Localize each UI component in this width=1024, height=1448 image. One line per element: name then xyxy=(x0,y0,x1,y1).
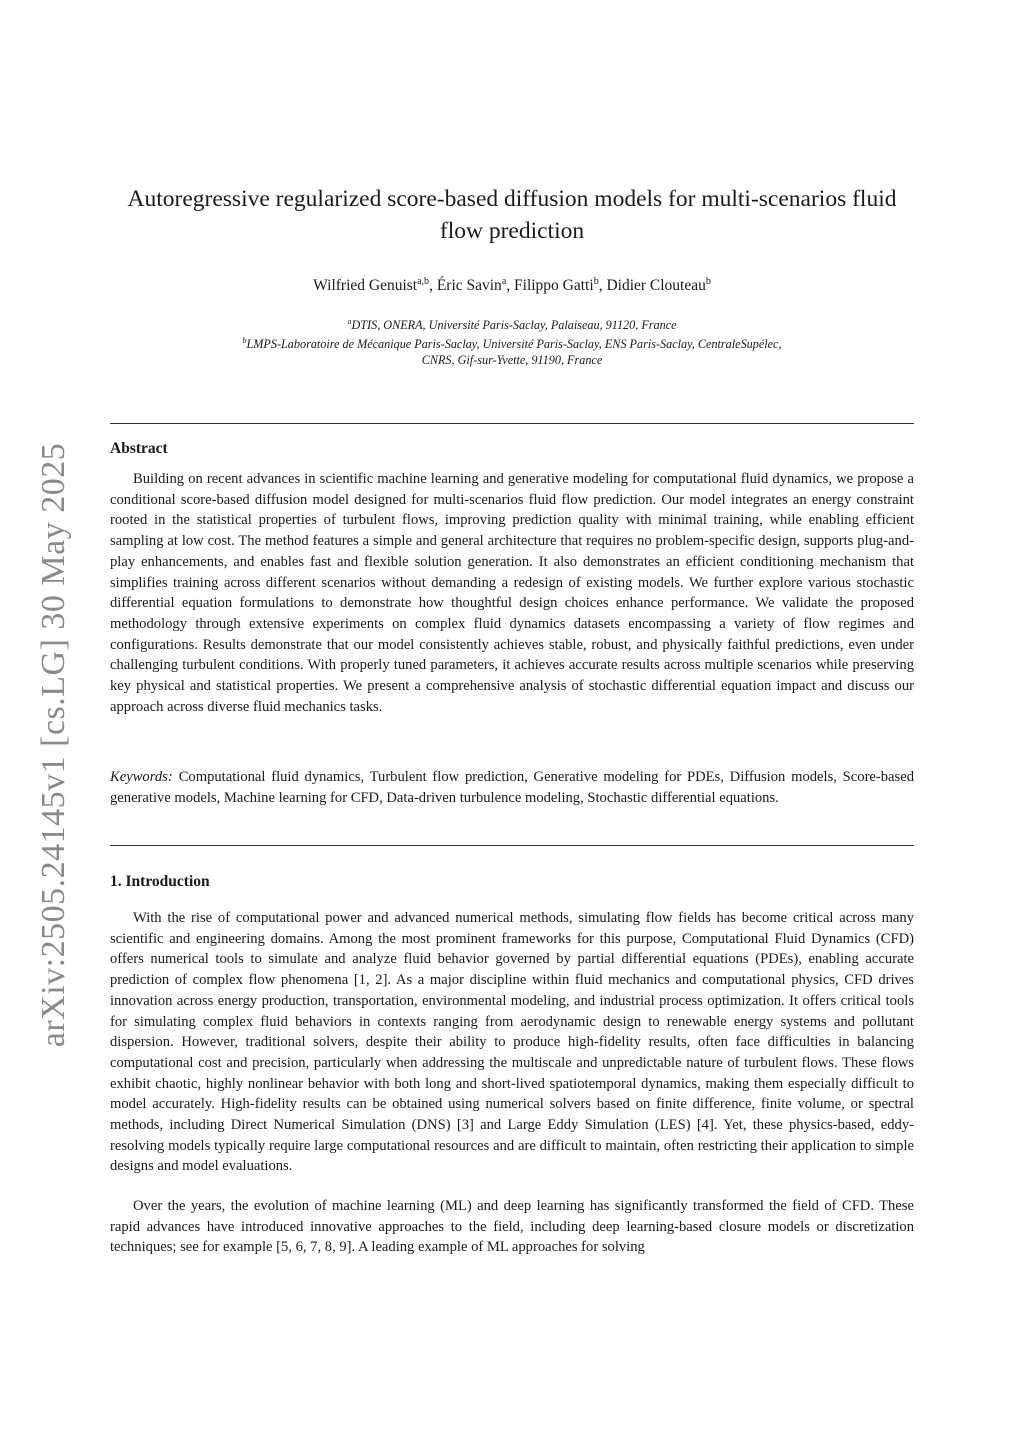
divider-bottom xyxy=(110,845,914,846)
affiliation-b-continued: CNRS, Gif-sur-Yvette, 91190, France xyxy=(421,353,603,368)
abstract-text: Building on recent advances in scientific machine learning and generative modeling for computational fluid dynamics, we propose a conditional score-based diffusion model designed for multi-scenarios fluid flow prediction. Our model integrates an energy constraint rooted in the statistical properties of turbulent flows, improving prediction quality with minimal training, while enabling efficient sampling at low cost. The method features a simple and general architecture that requires no problem-specific design, supports plug-and-play enhancements, and enables fast and flexible solution generation. It also demonstrates an efficient conditioning mechanism that simplifies training across different scenarios without demanding a redesign of existing models. We further explore various stochastic differential equation formulations to demonstrate how thoughtful design choices enhance performance. We validate the proposed methodology through extensive experiments on complex fluid dynamics datasets encompassing a variety of flow regimes and configurations. Results demonstrate that our model consistently achieves stable, robust, and physically faithful predictions, even under challenging turbulent conditions. With properly tuned parameters, it achieves accurate results across multiple scenarios while preserving key physical and statistical properties. We present a comprehensive analysis of stochastic differential equation impact and discuss our approach across diverse fluid mechanics tasks. xyxy=(110,471,914,715)
keywords-label: Keywords: xyxy=(110,769,173,785)
paper-title: Autoregressive regularized score-based diffusion models for multi-scenarios fluid flow prediction xyxy=(127,186,897,244)
section-heading-introduction: 1. Introduction xyxy=(110,873,210,890)
keywords xyxy=(110,767,914,808)
affiliation-b: $^b$LMPS-Laboratoire de Mécanique Paris-Saclay, Université Paris-Saclay, ENS Paris-Saclay, CentraleSupélec, xyxy=(242,336,782,352)
author: Wilfried Genuist$^{a,b}$, xyxy=(313,276,437,295)
arxiv-identifier-stamp: arXiv:2505.24145v1 [cs.LG] 30 May 2025 xyxy=(35,442,72,1048)
author: Didier Clouteau$^b$ xyxy=(606,276,711,295)
affiliation-a: $^a$DTIS, ONERA, Université Paris-Saclay, Palaiseau, 91120, France xyxy=(347,317,677,333)
divider-top xyxy=(110,423,914,424)
intro-paragraph: With the rise of computational power and advanced numerical methods, simulating flow fields has become critical across many scientific and engineering domains. Among the most prominent frameworks for this purpose, Computational Fluid Dynamics (CFD) offers numerical tools to simulate and analyze fluid behavior governed by partial differential equations (PDEs), enabling accurate prediction of complex flow phenomena [1, 2]. As a major discipline within fluid mechanics and computational physics, CFD drives innovation across energy production, transportation, environmental modeling, and industrial process optimization. It offers critical tools for simulating complex fluid behaviors in contexts ranging from aerodynamic design to renewable energy systems and pollutant dispersion. However, traditional solvers, despite their ability to produce high-fidelity results, often face difficulties in balancing computational cost and precision, particularly when addressing the multiscale and unpredictable nature of turbulent flows. These flows exhibit chaotic, highly nonlinear behavior with both long and short-lived spatiotemporal dynamics, making them especially difficult to model accurately. High-fidelity results can be obtained using numerical solvers based on finite difference, finite volume, or spectral methods, including Direct Numerical Simulation (DNS) [3] and Large Eddy Simulation (LES) [4]. Yet, these physics-based, eddy-resolving models typically require large computational resources and are difficult to maintain, often restricting their application to simple designs and model evaluations. xyxy=(110,910,914,1175)
affiliations xyxy=(110,314,914,368)
intro-paragraph: Over the years, the evolution of machine learning (ML) and deep learning has significantly transformed the field of CFD. These rapid advances have introduced innovative approaches to the field, including deep learning-based closure models or discretization techniques; see for example [5, 6, 7, 8, 9]. A leading example of ML approaches for solving xyxy=(110,1198,914,1256)
author: Éric Savin$^a$, xyxy=(436,276,515,295)
keywords-text: Computational fluid dynamics, Turbulent flow prediction, Generative modeling for PDEs, Diffusion models, Score-based generative models, Machine learning for CFD, Data-driven turbulence modeling, Stochastic differential equations. xyxy=(110,769,914,806)
abstract-heading: Abstract xyxy=(110,440,168,457)
author-list xyxy=(110,276,914,295)
author: Filippo Gatti$^b$, xyxy=(514,276,607,295)
